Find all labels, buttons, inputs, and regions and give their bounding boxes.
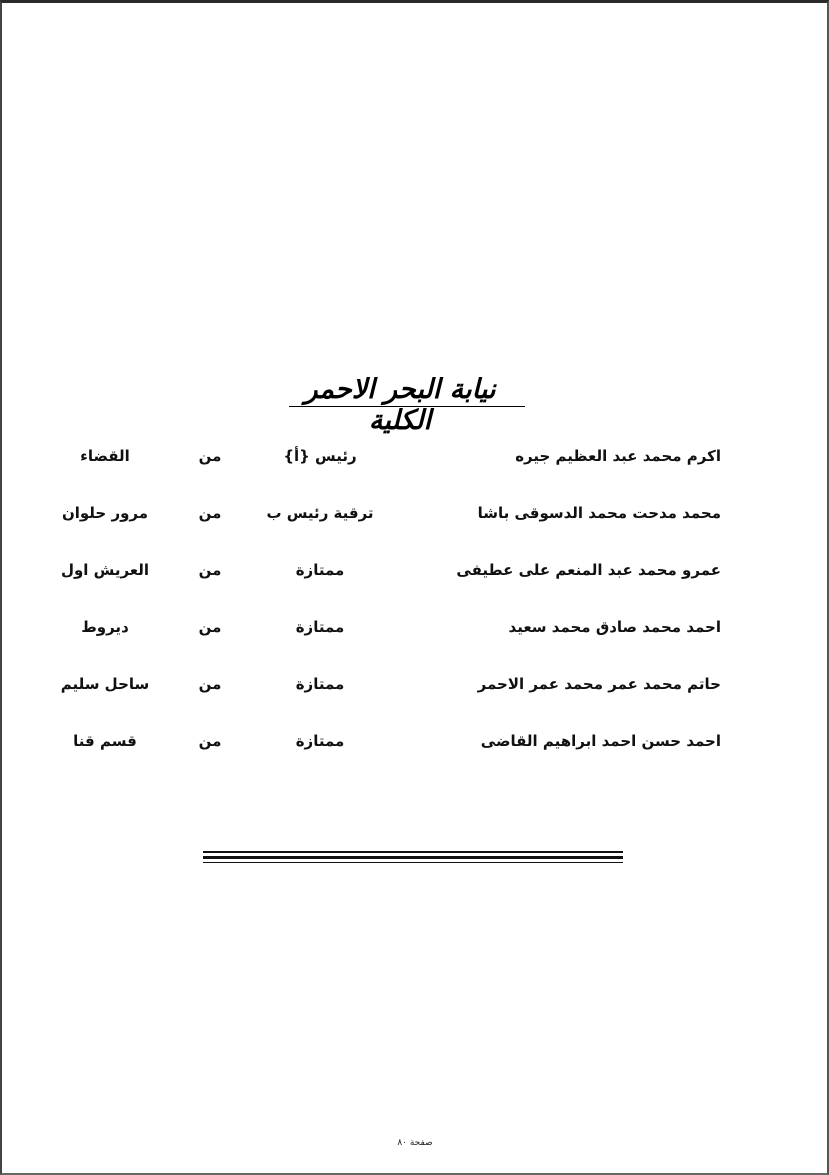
member-grade: ممتازة — [295, 675, 345, 693]
member-name: حاتم محمد عمر محمد عمر الاحمر — [477, 675, 721, 693]
member-name: احمد محمد صادق محمد سعيد — [508, 618, 721, 636]
title-underline — [289, 406, 525, 407]
from-label: من — [198, 504, 222, 522]
section-divider — [203, 851, 623, 853]
table-row — [0, 447, 829, 481]
member-name: عمرو محمد عبد المنعم على عطيفى — [456, 561, 721, 579]
member-name: محمد مدحت محمد الدسوقى باشا — [477, 504, 721, 522]
origin-location: القضاء — [80, 447, 130, 465]
page-number: صفحة ٨٠ — [397, 1138, 433, 1148]
origin-location: ديروط — [81, 618, 129, 636]
table-row — [0, 561, 829, 595]
table-row — [0, 675, 829, 709]
section-title: نيابة البحر الاحمر الكلية — [304, 374, 496, 436]
member-grade: ممتازة — [295, 732, 345, 750]
section-divider — [203, 856, 623, 859]
from-label: من — [198, 561, 222, 579]
origin-location: قسم قنا — [73, 732, 137, 750]
table-row — [0, 732, 829, 766]
origin-location: مرور حلوان — [61, 504, 149, 522]
from-label: من — [198, 732, 222, 750]
member-name: احمد حسن احمد ابراهيم القاضى — [480, 732, 721, 750]
member-grade: ممتازة — [295, 561, 345, 579]
table-row — [0, 504, 829, 538]
from-label: من — [198, 447, 222, 465]
origin-location: العريش اول — [60, 561, 150, 579]
member-grade: ترقية رئيس ب — [266, 504, 374, 522]
table-row — [0, 618, 829, 652]
member-grade: ممتازة — [295, 618, 345, 636]
member-grade: رئيس {أ} — [283, 447, 357, 465]
origin-location: ساحل سليم — [60, 675, 150, 693]
from-label: من — [198, 675, 222, 693]
from-label: من — [198, 618, 222, 636]
member-name: اكرم محمد عبد العظيم جيره — [515, 447, 721, 465]
section-divider — [203, 862, 623, 863]
